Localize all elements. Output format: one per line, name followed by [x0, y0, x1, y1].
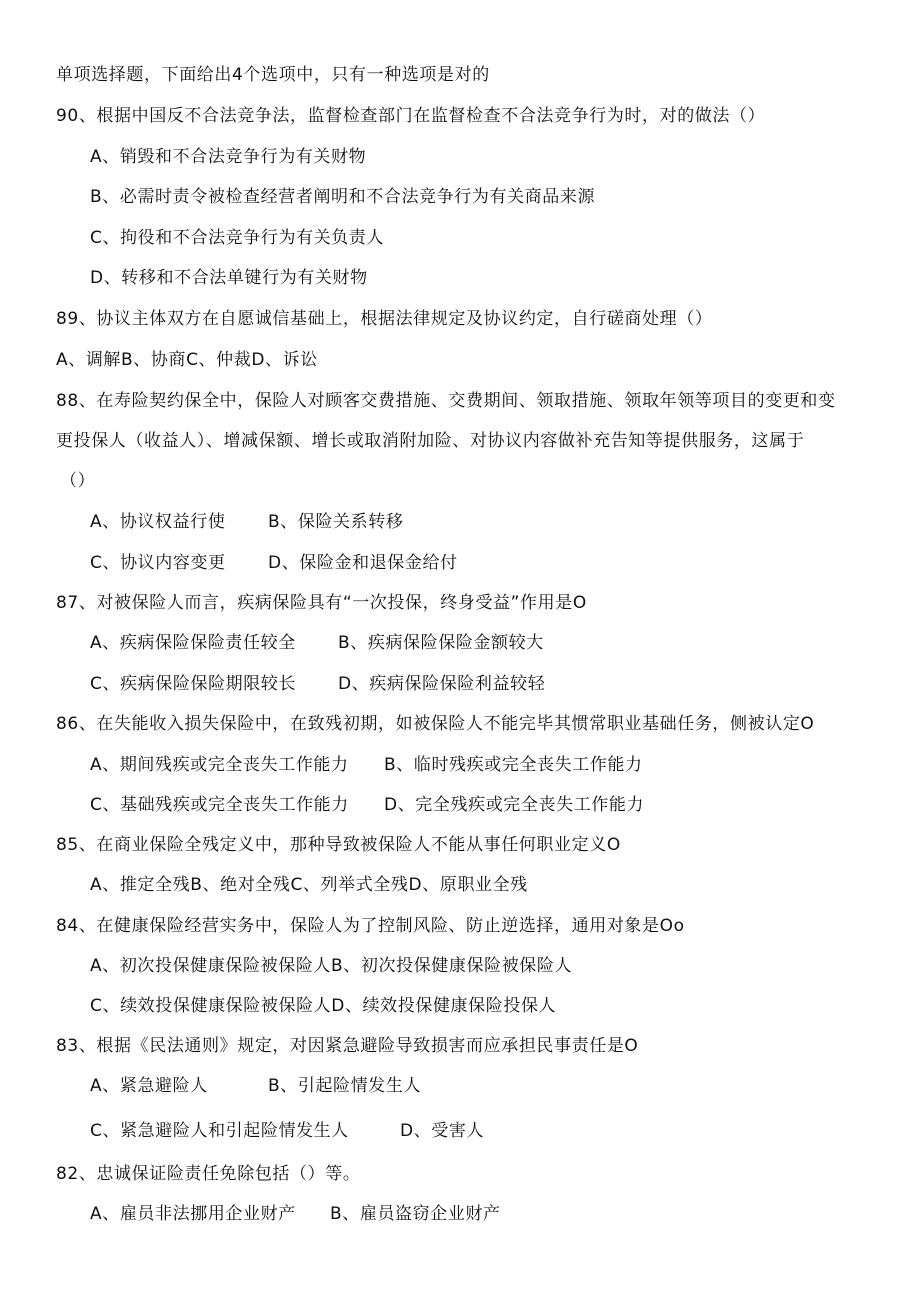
question-90-option-d: D、转移和不合法单键行为有关财物: [90, 268, 368, 288]
question-88-stem-line-1: 88、在寿险契约保全中，保险人对顾客交费措施、交费期间、领取措施、领取年领等项目的变更和变: [56, 391, 836, 411]
question-88-option-c: C、协议内容变更: [90, 553, 226, 573]
question-84-options-cd: C、续效投保健康保险被保险人D、续效投保健康保险投保人: [90, 996, 557, 1016]
question-90-stem: 90、根据中国反不合法竞争法，监督检查部门在监督检查不合法竞争行为时，对的做法（）: [56, 106, 766, 126]
question-84-options-ab: A、初次投保健康保险被保险人B、初次投保健康保险被保险人: [90, 956, 573, 976]
question-87-option-c: C、疾病保险保险期限较长: [90, 674, 297, 694]
question-87-option-b: B、疾病保险保险金额较大: [338, 633, 544, 653]
question-82-stem: 82、忠诚保证险责任免除包括（）等。: [56, 1164, 361, 1184]
question-88-option-d: D、保险金和退保金给付: [268, 553, 458, 573]
question-87-option-a: A、疾病保险保险责任较全: [90, 633, 296, 653]
intro-text: 单项选择题，下面给出4个选项中，只有一种选项是对的: [56, 65, 490, 85]
question-82-option-b: B、雇员盗窃企业财产: [330, 1204, 501, 1224]
question-90-option-c: C、拘役和不合法竞争行为有关负责人: [90, 228, 385, 248]
question-85-stem: 85、在商业保险全残定义中，那种导致被保险人不能从事任何职业定义O: [56, 835, 621, 855]
question-85-options: A、推定全残B、绝对全残C、列举式全残D、原职业全残: [90, 875, 528, 895]
question-83-option-c: C、紧急避险人和引起险情发生人: [90, 1121, 349, 1141]
question-88-stem-line-3: （）: [60, 471, 96, 491]
question-90-option-a: A、销毁和不合法竞争行为有关财物: [90, 147, 367, 167]
question-82-option-a: A、雇员非法挪用企业财产: [90, 1204, 296, 1224]
question-88-option-a: A、协议权益行使: [90, 512, 226, 532]
question-86-option-d: D、完全残疾或完全丧失工作能力: [384, 795, 645, 815]
question-83-option-a: A、紧急避险人: [90, 1076, 208, 1096]
question-86-option-a: A、期间残疾或完全丧失工作能力: [90, 755, 349, 775]
question-87-stem: 87、对被保险人而言，疾病保险具有“一次投保，终身受益”作用是O: [56, 593, 587, 613]
question-90-option-b: B、必需时责令被检查经营者阐明和不合法竞争行为有关商品来源: [90, 187, 596, 207]
question-86-stem: 86、在失能收入损失保险中，在致残初期，如被保险人不能完毕其惯常职业基础任务，侧被认定O: [56, 714, 815, 734]
question-89-options: A、调解B、协商C、仲裁D、诉讼: [56, 350, 318, 370]
question-88-option-b: B、保险关系转移: [268, 512, 404, 532]
question-83-option-d: D、受害人: [400, 1121, 485, 1141]
question-87-option-d: D、疾病保险保险利益较轻: [338, 674, 546, 694]
question-83-option-b: B、引起险情发生人: [268, 1076, 422, 1096]
question-86-option-b: B、临时残疾或完全丧失工作能力: [384, 755, 643, 775]
question-84-stem: 84、在健康保险经营实务中，保险人为了控制风险、防止逆选择，通用对象是Oo: [56, 916, 685, 936]
question-86-option-c: C、基础残疾或完全丧失工作能力: [90, 795, 349, 815]
question-88-stem-line-2: 更投保人（收益人）、增减保额、增长或取消附加险、对协议内容做补充告知等提供服务，这属于: [56, 431, 805, 451]
question-89-stem: 89、协议主体双方在自愿诚信基础上，根据法律规定及协议约定，自行磋商处理（）: [56, 309, 713, 329]
question-83-stem: 83、根据《民法通则》规定，对因紧急避险导致损害而应承担民事责任是O: [56, 1036, 639, 1056]
